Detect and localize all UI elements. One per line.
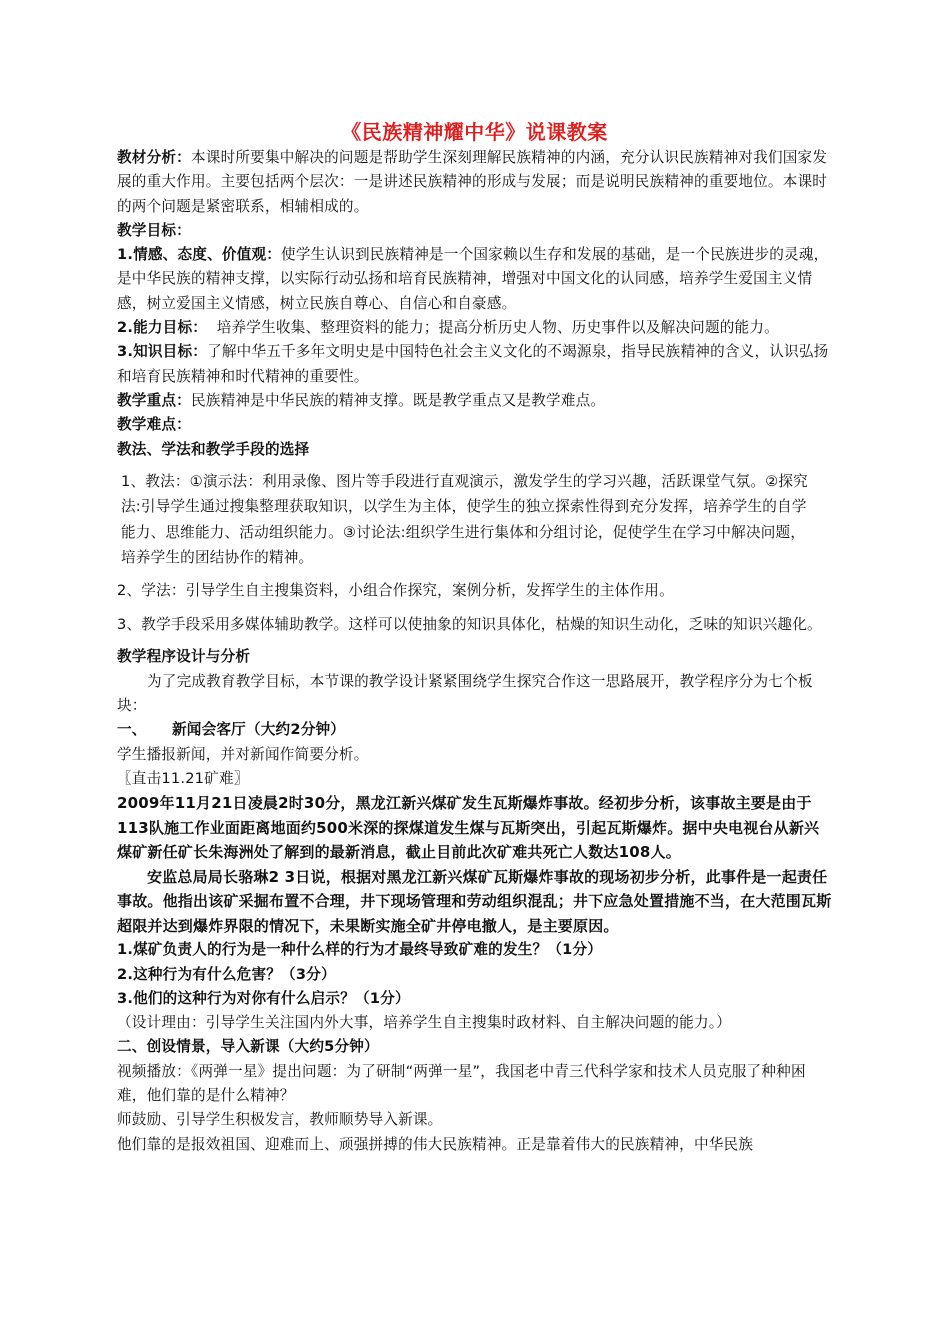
analysis-paragraph xyxy=(117,146,832,219)
difficulty-heading: 教学难点： xyxy=(117,416,191,434)
question-2: 2.这种行为有什么危害？（3分） xyxy=(117,965,336,983)
goal-2 xyxy=(117,316,832,340)
document-title: 《民族精神耀中华》说课教案 xyxy=(341,120,608,144)
goals-heading: 教学目标： xyxy=(117,221,191,239)
goal-3-label: 3.知识目标： xyxy=(117,343,208,361)
methods-heading: 教法、学法和教学手段的选择 xyxy=(117,440,310,458)
method-3: 3、教学手段采用多媒体辅助教学。这样可以使抽象的知识具体化，枯燥的知识生动化，乏味的知识兴趣化。 xyxy=(117,616,822,634)
focus-label: 教学重点： xyxy=(117,391,191,409)
section-1-tag: 〖直击11.21矿难〗 xyxy=(117,769,249,787)
section-1-heading xyxy=(117,718,832,742)
question-1: 1.煤矿负责人的行为是一种什么样的行为才最终导致矿难的发生？（1分） xyxy=(117,941,603,959)
section-1-desc: 学生播报新闻，并对新闻作简要分析。 xyxy=(117,745,369,763)
section-1-title: 新闻会客厅（大约2分钟） xyxy=(172,721,346,739)
goal-3 xyxy=(117,340,832,389)
analysis-label: 教材分析： xyxy=(117,149,191,166)
design-reason: （设计理由：引导学生关注国内外大事，培养学生自主搜集时政材料、自主解决问题的能力。） xyxy=(117,1014,732,1032)
goal-2-text: 培养学生收集、整理资料的能力；提高分析历史人物、历史事件以及解决问题的能力。 xyxy=(207,319,779,337)
goal-2-label: 2.能力目标： xyxy=(117,319,208,337)
method-1: 1、教法：①演示法：利用录像、图片等手段进行直观演示，激发学生的学习兴趣，活跃课堂气氛。②探究法:引导学生通过搜集整理获取知识，以学生为主体，使学生的独立探索性得到充分发挥，培养学生的自学能力、思维能力、活动组织能力。③讨论法:组织学生进行集体和分组讨论，促使学生在学习中解决问题，培养学生的团结协作的精神。 xyxy=(121,472,808,567)
question-3: 3.他们的这种行为对你有什么启示？（1分） xyxy=(117,989,410,1007)
goal-1 xyxy=(117,243,832,316)
section-1-number: 一、 xyxy=(117,721,147,739)
news-paragraph-2: 安监总局局长骆琳2 3日说，根据对黑龙江新兴煤矿瓦斯爆炸事故的现场初步分析，此事件是一起责任事故。他指出该矿采掘布置不合理，井下现场管理和劳动组织混乱；井下应急处置措施不当，在大范围瓦斯超限并达到爆炸界限的情况下，未果断实施全矿井停电撤人，是主要原因。 xyxy=(117,867,832,935)
procedure-heading: 教学程序设计与分析 xyxy=(117,648,251,666)
section-2-heading: 二、创设情景，导入新课（大约5分钟） xyxy=(117,1038,379,1056)
procedure-text: 为了完成教育教学目标，本节课的教学设计紧紧围绕学生探究合作这一思路展开，教学程序分为七个板块： xyxy=(117,672,813,715)
goal-3-text: 了解中华五千多年文明史是中国特色社会主义文化的不竭源泉，指导民族精神的含义，认识弘扬和培育民族精神和时代精神的重要性。 xyxy=(117,343,829,385)
goal-1-text: 使学生认识到民族精神是一个国家赖以生存和发展的基础，是一个民族进步的灵魂，是中华民族的精神支撑，以实际行动弘扬和培育民族精神，增强对中国文化的认同感，培养学生爱国主义情感，树立爱国主义情感，树立民族自尊心、自信心和自豪感。 xyxy=(117,246,829,312)
section-2-paragraph-3: 他们靠的是报效祖国、迎难而上、顽强拼搏的伟大民族精神。正是靠着伟大的民族精神，中华民族 xyxy=(117,1135,754,1153)
focus-text: 民族精神是中华民族的精神支撑。既是教学重点又是教学难点。 xyxy=(190,391,606,409)
analysis-text: 本课时所要集中解决的问题是帮助学生深刻理解民族精神的内涵，充分认识民族精神对我们国家发展的重大作用。主要包括两个层次：一是讲述民族精神的形成与发展；而是说明民族精神的重要地位。本课时的两个问题是紧密联系，相辅相成的。 xyxy=(117,149,828,215)
focus-paragraph xyxy=(117,389,832,413)
section-2-paragraph-2: 师鼓励、引导学生积极发言，教师顺势导入新课。 xyxy=(117,1111,443,1129)
method-2: 2、学法：引导学生自主搜集资料，小组合作探究，案例分析，发挥学生的主体作用。 xyxy=(117,581,674,599)
section-2-paragraph-1: 视频播放：《两弹一星》提出问题：为了研制“两弹一星”，我国老中青三代科学家和技术人员克服了种种困难，他们靠的是什么精神？ xyxy=(117,1062,806,1105)
news-paragraph-1: 2009年11月21日凌晨2时30分，黑龙江新兴煤矿发生瓦斯爆炸事故。经初步分析，该事故主要是由于113队施工作业面距离地面约500米深的探煤道发生煤与瓦斯突出，引起瓦斯爆炸。据中央电视台从新兴煤矿新任矿长朱海洲处了解到的最新消息，截止目前此次矿难共死亡人数达108人。 xyxy=(117,794,820,862)
goal-1-label: 1.情感、态度、价值观： xyxy=(117,246,282,264)
